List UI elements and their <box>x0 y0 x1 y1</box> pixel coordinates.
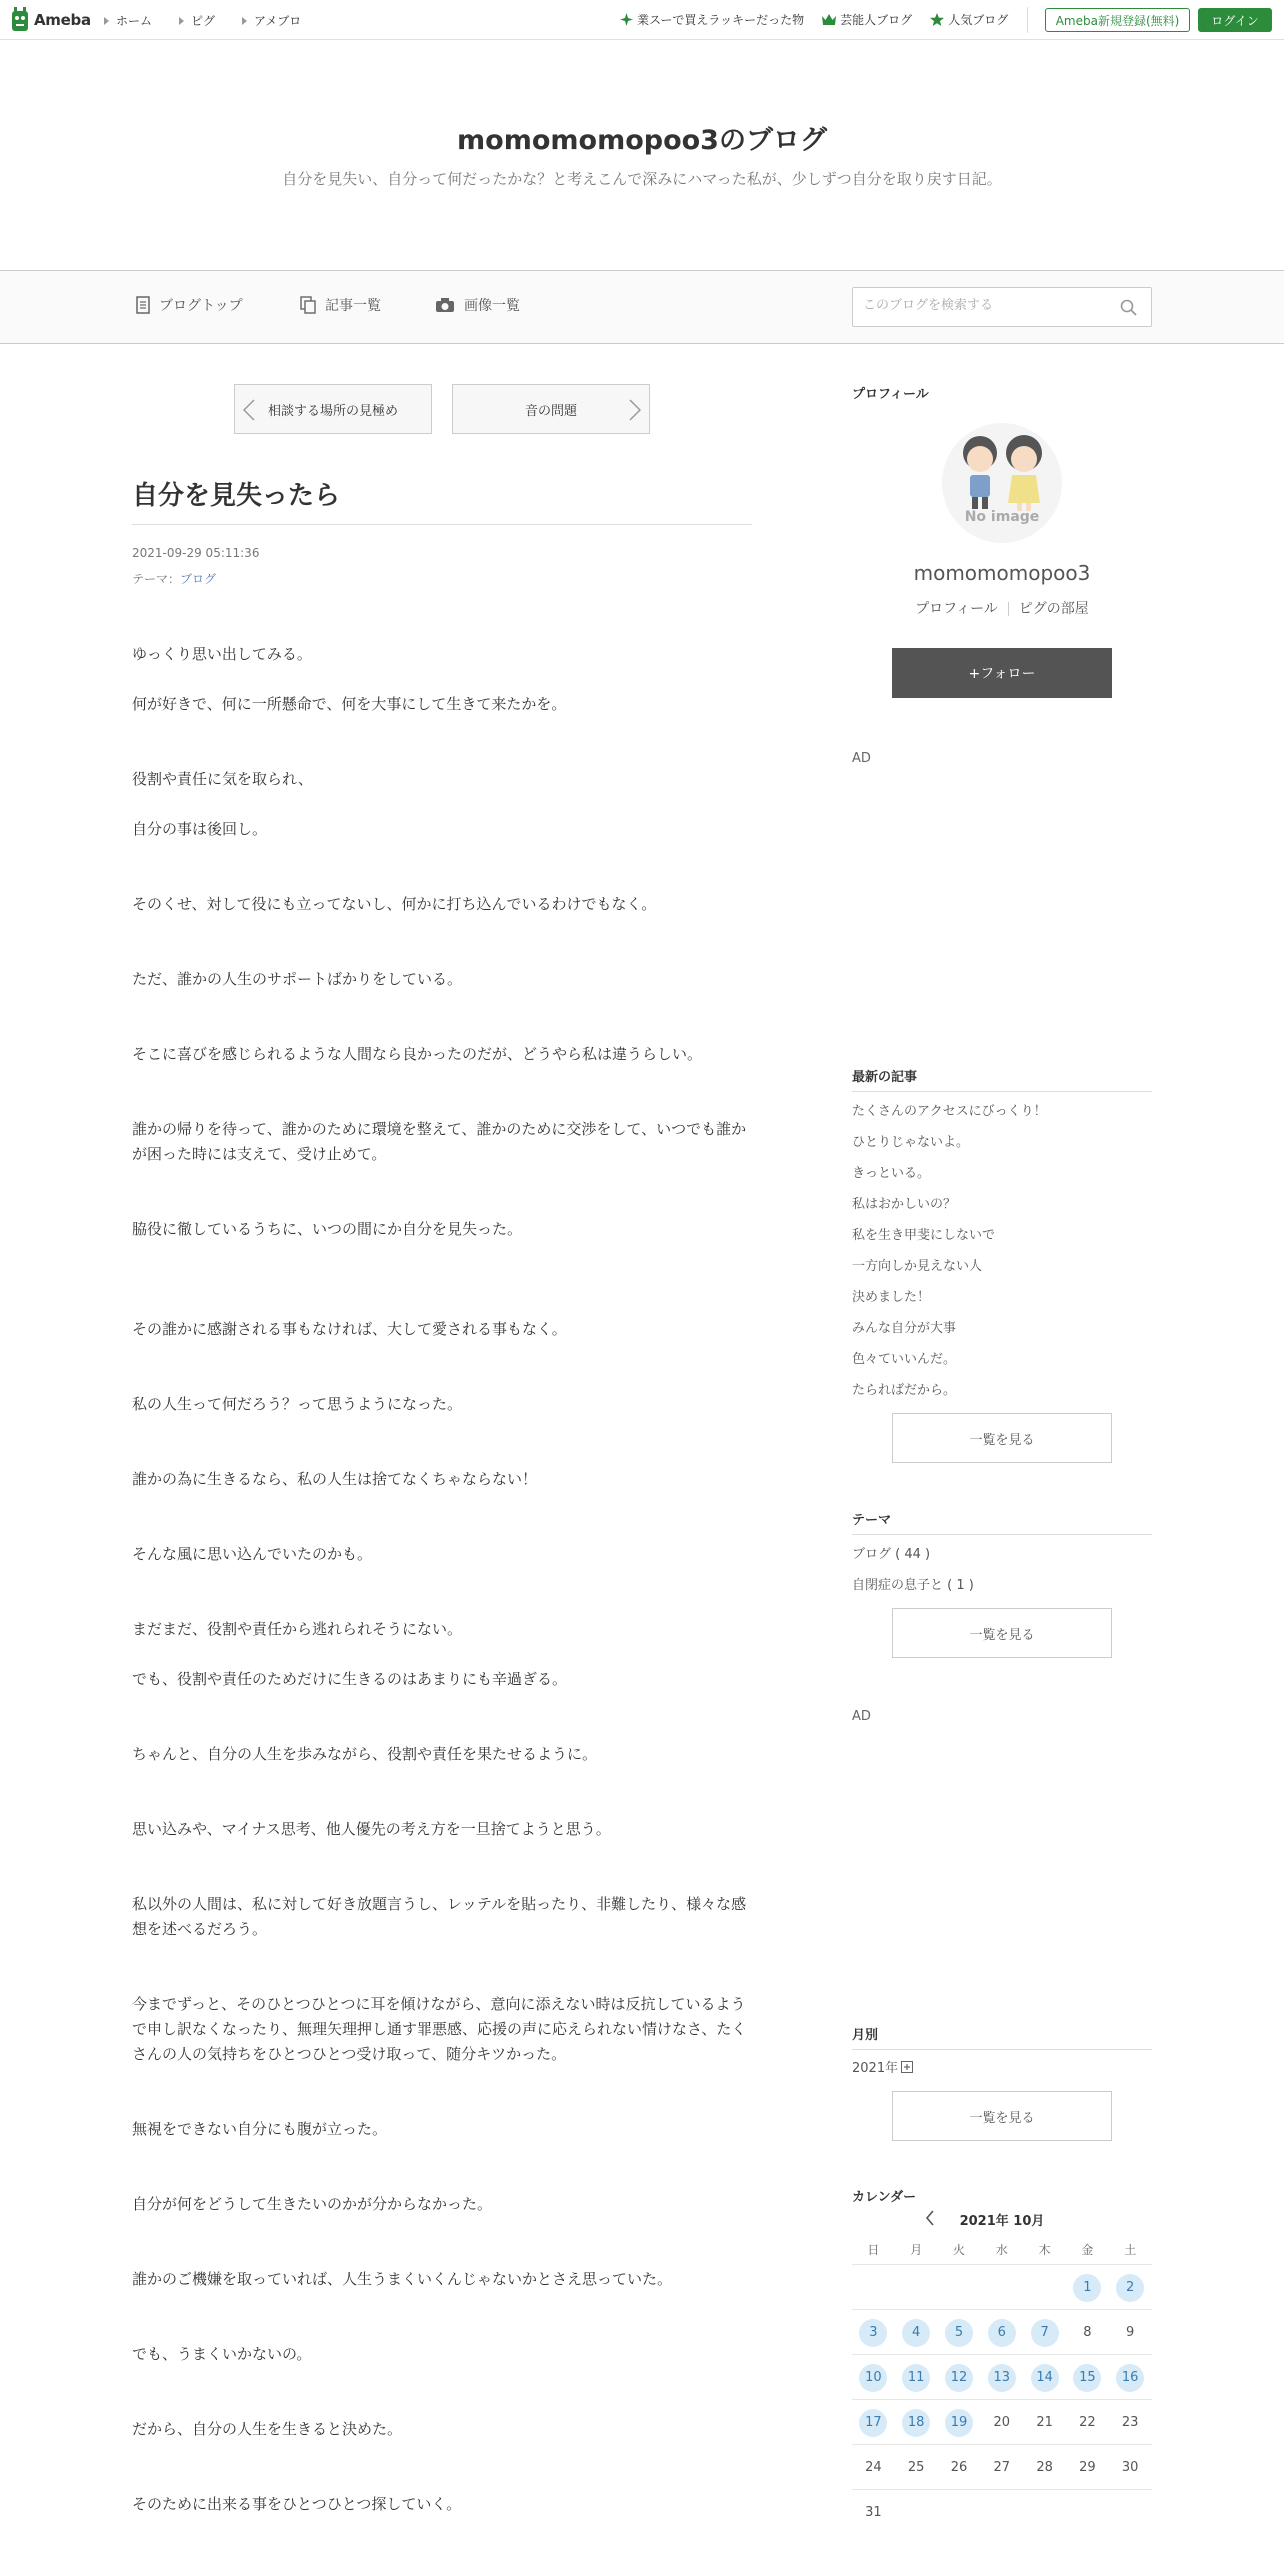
follow-button[interactable]: +フォロー <box>892 648 1112 698</box>
recent-more-button[interactable]: 一覧を見る <box>892 1413 1112 1463</box>
article-paragraph: ちゃんと、自分の人生を歩みながら、役割や責任を果たせるように。 <box>132 1745 598 1763</box>
recent-article-link[interactable]: たらればだから。 <box>852 1383 957 1398</box>
divider <box>852 2489 1152 2490</box>
calendar-day[interactable]: 6 <box>988 2319 1016 2347</box>
blog-description: 自分を見失い、自分って何だったかな？と考えこんで深みにハマった私が、少しずつ自分を取り戻す日記。 <box>282 170 1002 188</box>
article-paragraph: 今までずっと、そのひとつひとつに耳を傾けながら、意向に添えない時は反抗しているようで申し訳なくなったり、無理矢理押し通す罪悪感、応援の声に応えられない情けなさ、たくさんの人の気持ちをひとつひとつ受け取って、随分キツかった。 <box>132 1995 747 2063</box>
top-links <box>620 11 1026 28</box>
avatar[interactable] <box>942 423 1062 543</box>
calendar-day: 28 <box>1036 2460 1053 2475</box>
triangle-icon <box>242 17 247 25</box>
calendar-day[interactable]: 19 <box>945 2409 973 2437</box>
recent-article-link[interactable]: ひとりじゃないよ。 <box>852 1135 970 1150</box>
divider <box>852 2444 1152 2445</box>
monthly-more-button[interactable]: 一覧を見る <box>892 2091 1112 2141</box>
calendar-weekday: 月 <box>910 2243 923 2257</box>
nav-ameblo[interactable] <box>242 12 301 29</box>
article-paragraph: でも、うまくいかないの。 <box>132 2345 312 2363</box>
divider <box>852 2264 1152 2265</box>
article-paragraph: 何が好きで、何に一所懸命で、何を大事にして生きて来たかを。 <box>132 695 567 713</box>
next-article-button[interactable] <box>452 384 650 434</box>
link-celebrity-blogs[interactable] <box>822 11 912 28</box>
calendar-weekday: 木 <box>1038 2243 1051 2257</box>
calendar-day: 25 <box>907 2460 925 2475</box>
triangle-icon <box>104 17 109 25</box>
calendar-day: 29 <box>1079 2460 1096 2475</box>
calendar-day[interactable]: 13 <box>988 2364 1016 2392</box>
search-input[interactable] <box>863 298 1103 313</box>
article-paragraph: 無視をできない自分にも腹が立った。 <box>132 2120 388 2138</box>
recent-article-link[interactable]: みんな自分が大事 <box>852 1321 957 1336</box>
article-paragraph: そこに喜びを感じられるような人間なら良かったのだが、どうやら私は違うらしい。 <box>132 1045 703 1063</box>
blog-nav <box>0 270 1284 344</box>
year-label: 2021年 <box>852 2061 899 2076</box>
no-image-label: No image <box>964 509 1040 525</box>
article-paragraph: だから、自分の人生を生きると決めた。 <box>132 2420 403 2438</box>
calendar-day: 23 <box>1121 2415 1139 2430</box>
article-paragraph: まだまだ、役割や責任から逃れられそうにない。 <box>132 1620 463 1638</box>
search-icon[interactable] <box>1120 299 1137 316</box>
article-paragraph: そのくせ、対して役にも立ってないし、何かに打ち込んでいるわけでもなく。 <box>132 895 657 913</box>
calendar-day: 8 <box>1083 2325 1092 2340</box>
recent-article-link[interactable]: 色々ていいんだ。 <box>852 1352 957 1367</box>
calendar-month: 2021年 10月 <box>959 2214 1045 2229</box>
camera-icon <box>435 297 455 313</box>
ad-label: AD <box>852 1709 871 1724</box>
calendar-day[interactable]: 17 <box>859 2409 887 2437</box>
calendar-day[interactable]: 15 <box>1073 2364 1101 2392</box>
article-paragraph: 自分が何をどうして生きたいのかが分からなかった。 <box>132 2195 493 2213</box>
calendar-day[interactable]: 2 <box>1116 2274 1144 2302</box>
article-paragraph: 私以外の人間は、私に対して好き放題言うし、レッテルを貼ったり、非難したり、様々な感想を述べるだろう。 <box>132 1895 747 1938</box>
pig-room-link[interactable]: ピグの部屋 <box>1018 601 1089 617</box>
profile-link[interactable]: プロフィール <box>915 601 998 617</box>
year-archive[interactable] <box>852 2057 913 2076</box>
recent-article-link[interactable]: 一方向しか見えない人 <box>852 1259 983 1274</box>
article-paragraph: その誰かに感謝される事もなければ、大して愛される事もなく。 <box>132 1320 567 1338</box>
calendar-day[interactable]: 11 <box>902 2364 930 2392</box>
theme-heading: テーマ <box>852 1513 892 1528</box>
profile-heading: プロフィール <box>852 387 929 402</box>
article-paragraph: そんな風に思い込んでいたのかも。 <box>132 1545 373 1563</box>
calendar-day: 9 <box>1126 2325 1135 2340</box>
register-button[interactable]: Ameba新規登録(無料) <box>1045 8 1190 32</box>
article-paragraph: 誰かのご機嫌を取っていれば、人生うまくいくんじゃないかとさえ思っていた。 <box>132 2270 673 2288</box>
recent-article-link[interactable]: たくさんのアクセスにびっくり！ <box>852 1104 1047 1119</box>
article-paragraph: 誰かの帰りを待って、誰かのために環境を整えて、誰かのために交渉をして、いつでも誰かが困った時には支えて、受け止めて。 <box>132 1120 747 1163</box>
calendar-day[interactable]: 18 <box>902 2409 930 2437</box>
calendar-day: 24 <box>865 2460 882 2475</box>
article-paragraph: 思い込みや、マイナス思考、他人優先の考え方を一旦捨てようと思う。 <box>132 1820 611 1838</box>
article-paragraph: 役割や責任に気を取られ、 <box>132 770 313 788</box>
crown-icon <box>822 14 836 26</box>
top-bar <box>0 0 1284 40</box>
article-paragraph: 自分の事は後回し。 <box>132 820 268 838</box>
article-paragraph: 誰かの為に生きるなら、私の人生は捨てなくちゃならない！ <box>132 1470 538 1488</box>
divider <box>132 524 752 525</box>
calendar-day[interactable]: 16 <box>1116 2364 1144 2392</box>
article-paragraph: ゆっくり思い出してみる。 <box>132 645 312 663</box>
calendar-day: 30 <box>1121 2460 1139 2475</box>
copy-icon <box>300 296 316 314</box>
logo-text: Ameba <box>34 11 91 29</box>
tab-blog-top[interactable] <box>136 295 243 315</box>
calendar-day[interactable]: 10 <box>859 2364 887 2392</box>
recent-article-link[interactable]: 私はおかしいの？ <box>852 1197 957 1212</box>
star-icon <box>930 13 944 26</box>
link-trending-topic-label: 業スーで買えラッキーだった物 <box>637 13 805 27</box>
document-icon <box>136 296 150 314</box>
calendar-day: 26 <box>950 2460 968 2475</box>
theme-link[interactable]: ブログ <box>180 572 217 586</box>
no-image-avatar-icon <box>942 423 1062 543</box>
calendar-day[interactable]: 5 <box>945 2319 973 2347</box>
triangle-icon <box>179 17 184 25</box>
divider <box>852 2399 1152 2400</box>
prev-article-label: 相談する場所の見極め <box>267 403 398 419</box>
calendar-day[interactable]: 12 <box>945 2364 973 2392</box>
recent-article-link[interactable]: きっといる。 <box>852 1166 931 1181</box>
tab-image-list[interactable] <box>435 295 520 315</box>
nav-home[interactable] <box>104 12 152 29</box>
calendar-day: 22 <box>1079 2415 1096 2430</box>
tab-image-list-label: 画像一覧 <box>464 298 520 314</box>
monthly-heading: 月別 <box>852 2028 879 2043</box>
chevron-left-icon <box>243 399 255 421</box>
calendar-weekday: 火 <box>952 2243 965 2257</box>
divider <box>852 2049 1152 2050</box>
article-paragraph: そのために出来る事をひとつひとつ探していく。 <box>132 2495 462 2513</box>
chevron-right-icon <box>629 399 641 421</box>
blog-search[interactable] <box>852 287 1152 327</box>
article-paragraph: でも、役割や責任のためだけに生きるのはあまりにも辛過ぎる。 <box>132 1670 568 1688</box>
recent-article-link[interactable]: 私を生き甲斐にしないで <box>852 1228 996 1243</box>
link-popular-blogs-label: 人気ブログ <box>948 13 1009 27</box>
calendar-weekday: 土 <box>1124 2243 1137 2257</box>
profile-name[interactable]: momomomopoo3 <box>913 561 1091 585</box>
calendar-weekday: 水 <box>995 2243 1008 2257</box>
nav-home-label: ホーム <box>116 14 153 28</box>
article-date: 2021-09-29 05:11:36 <box>132 546 260 560</box>
profile-links <box>852 598 1152 618</box>
divider <box>852 2354 1152 2355</box>
prev-article-button[interactable] <box>234 384 432 434</box>
theme-link[interactable]: ブログ ( 44 ) <box>852 1547 931 1562</box>
article-title: 自分を見失ったら <box>132 481 341 511</box>
calendar-day: 31 <box>865 2505 882 2520</box>
article-paragraph: 脇役に徹しているうちに、いつの間にか自分を見失った。 <box>132 1220 523 1238</box>
theme-link[interactable]: 自閉症の息子と ( 1 ) <box>852 1578 974 1593</box>
top-nav <box>104 12 328 29</box>
divider <box>852 1534 1152 1535</box>
divider <box>852 1091 1152 1092</box>
expand-icon[interactable] <box>901 2061 913 2073</box>
sparkle-icon <box>620 13 633 26</box>
tab-article-list-label: 記事一覧 <box>325 298 381 314</box>
calendar-day[interactable]: 4 <box>902 2319 930 2347</box>
theme-prefix: テーマ： <box>132 572 181 586</box>
ameba-logo[interactable] <box>10 6 91 34</box>
divider <box>852 2309 1152 2310</box>
calendar-day[interactable]: 7 <box>1031 2319 1059 2347</box>
tab-article-list[interactable] <box>300 295 381 315</box>
ad-label: AD <box>852 751 871 766</box>
calendar-day: 21 <box>1036 2415 1053 2430</box>
calendar-day[interactable]: 3 <box>859 2319 887 2347</box>
calendar-day: 27 <box>993 2460 1011 2475</box>
tab-blog-top-label: ブログトップ <box>159 298 243 314</box>
article-paragraph: ただ、誰かの人生のサポートばかりをしている。 <box>132 970 463 988</box>
divider <box>1008 602 1009 616</box>
calendar-weekday: 日 <box>867 2243 880 2257</box>
calendar-day: 20 <box>993 2415 1011 2430</box>
link-popular-blogs[interactable] <box>930 11 1008 28</box>
nav-ameblo-label: アメブロ <box>254 14 302 28</box>
ameba-mascot-icon <box>10 7 30 33</box>
calendar-day[interactable]: 14 <box>1031 2364 1059 2392</box>
link-celebrity-blogs-label: 芸能人ブログ <box>840 13 913 27</box>
recent-article-link[interactable]: 決めました！ <box>852 1290 931 1305</box>
article-theme <box>132 570 216 587</box>
calendar-heading: カレンダー <box>852 2190 917 2205</box>
calendar-day[interactable]: 1 <box>1073 2274 1101 2302</box>
link-trending-topic[interactable] <box>620 11 804 28</box>
blog-title[interactable]: momomomopoo3のブログ <box>457 125 827 156</box>
theme-more-button[interactable]: 一覧を見る <box>892 1608 1112 1658</box>
login-button[interactable]: ログイン <box>1198 8 1272 32</box>
divider <box>1027 7 1028 33</box>
calendar-weekday: 金 <box>1081 2243 1094 2257</box>
nav-pig[interactable] <box>179 12 215 29</box>
article-paragraph: 私の人生って何だろう？って思うようになった。 <box>132 1395 463 1413</box>
nav-pig-label: ピグ <box>191 14 216 28</box>
recent-heading: 最新の記事 <box>852 1070 918 1085</box>
next-article-label: 音の問題 <box>524 403 577 419</box>
